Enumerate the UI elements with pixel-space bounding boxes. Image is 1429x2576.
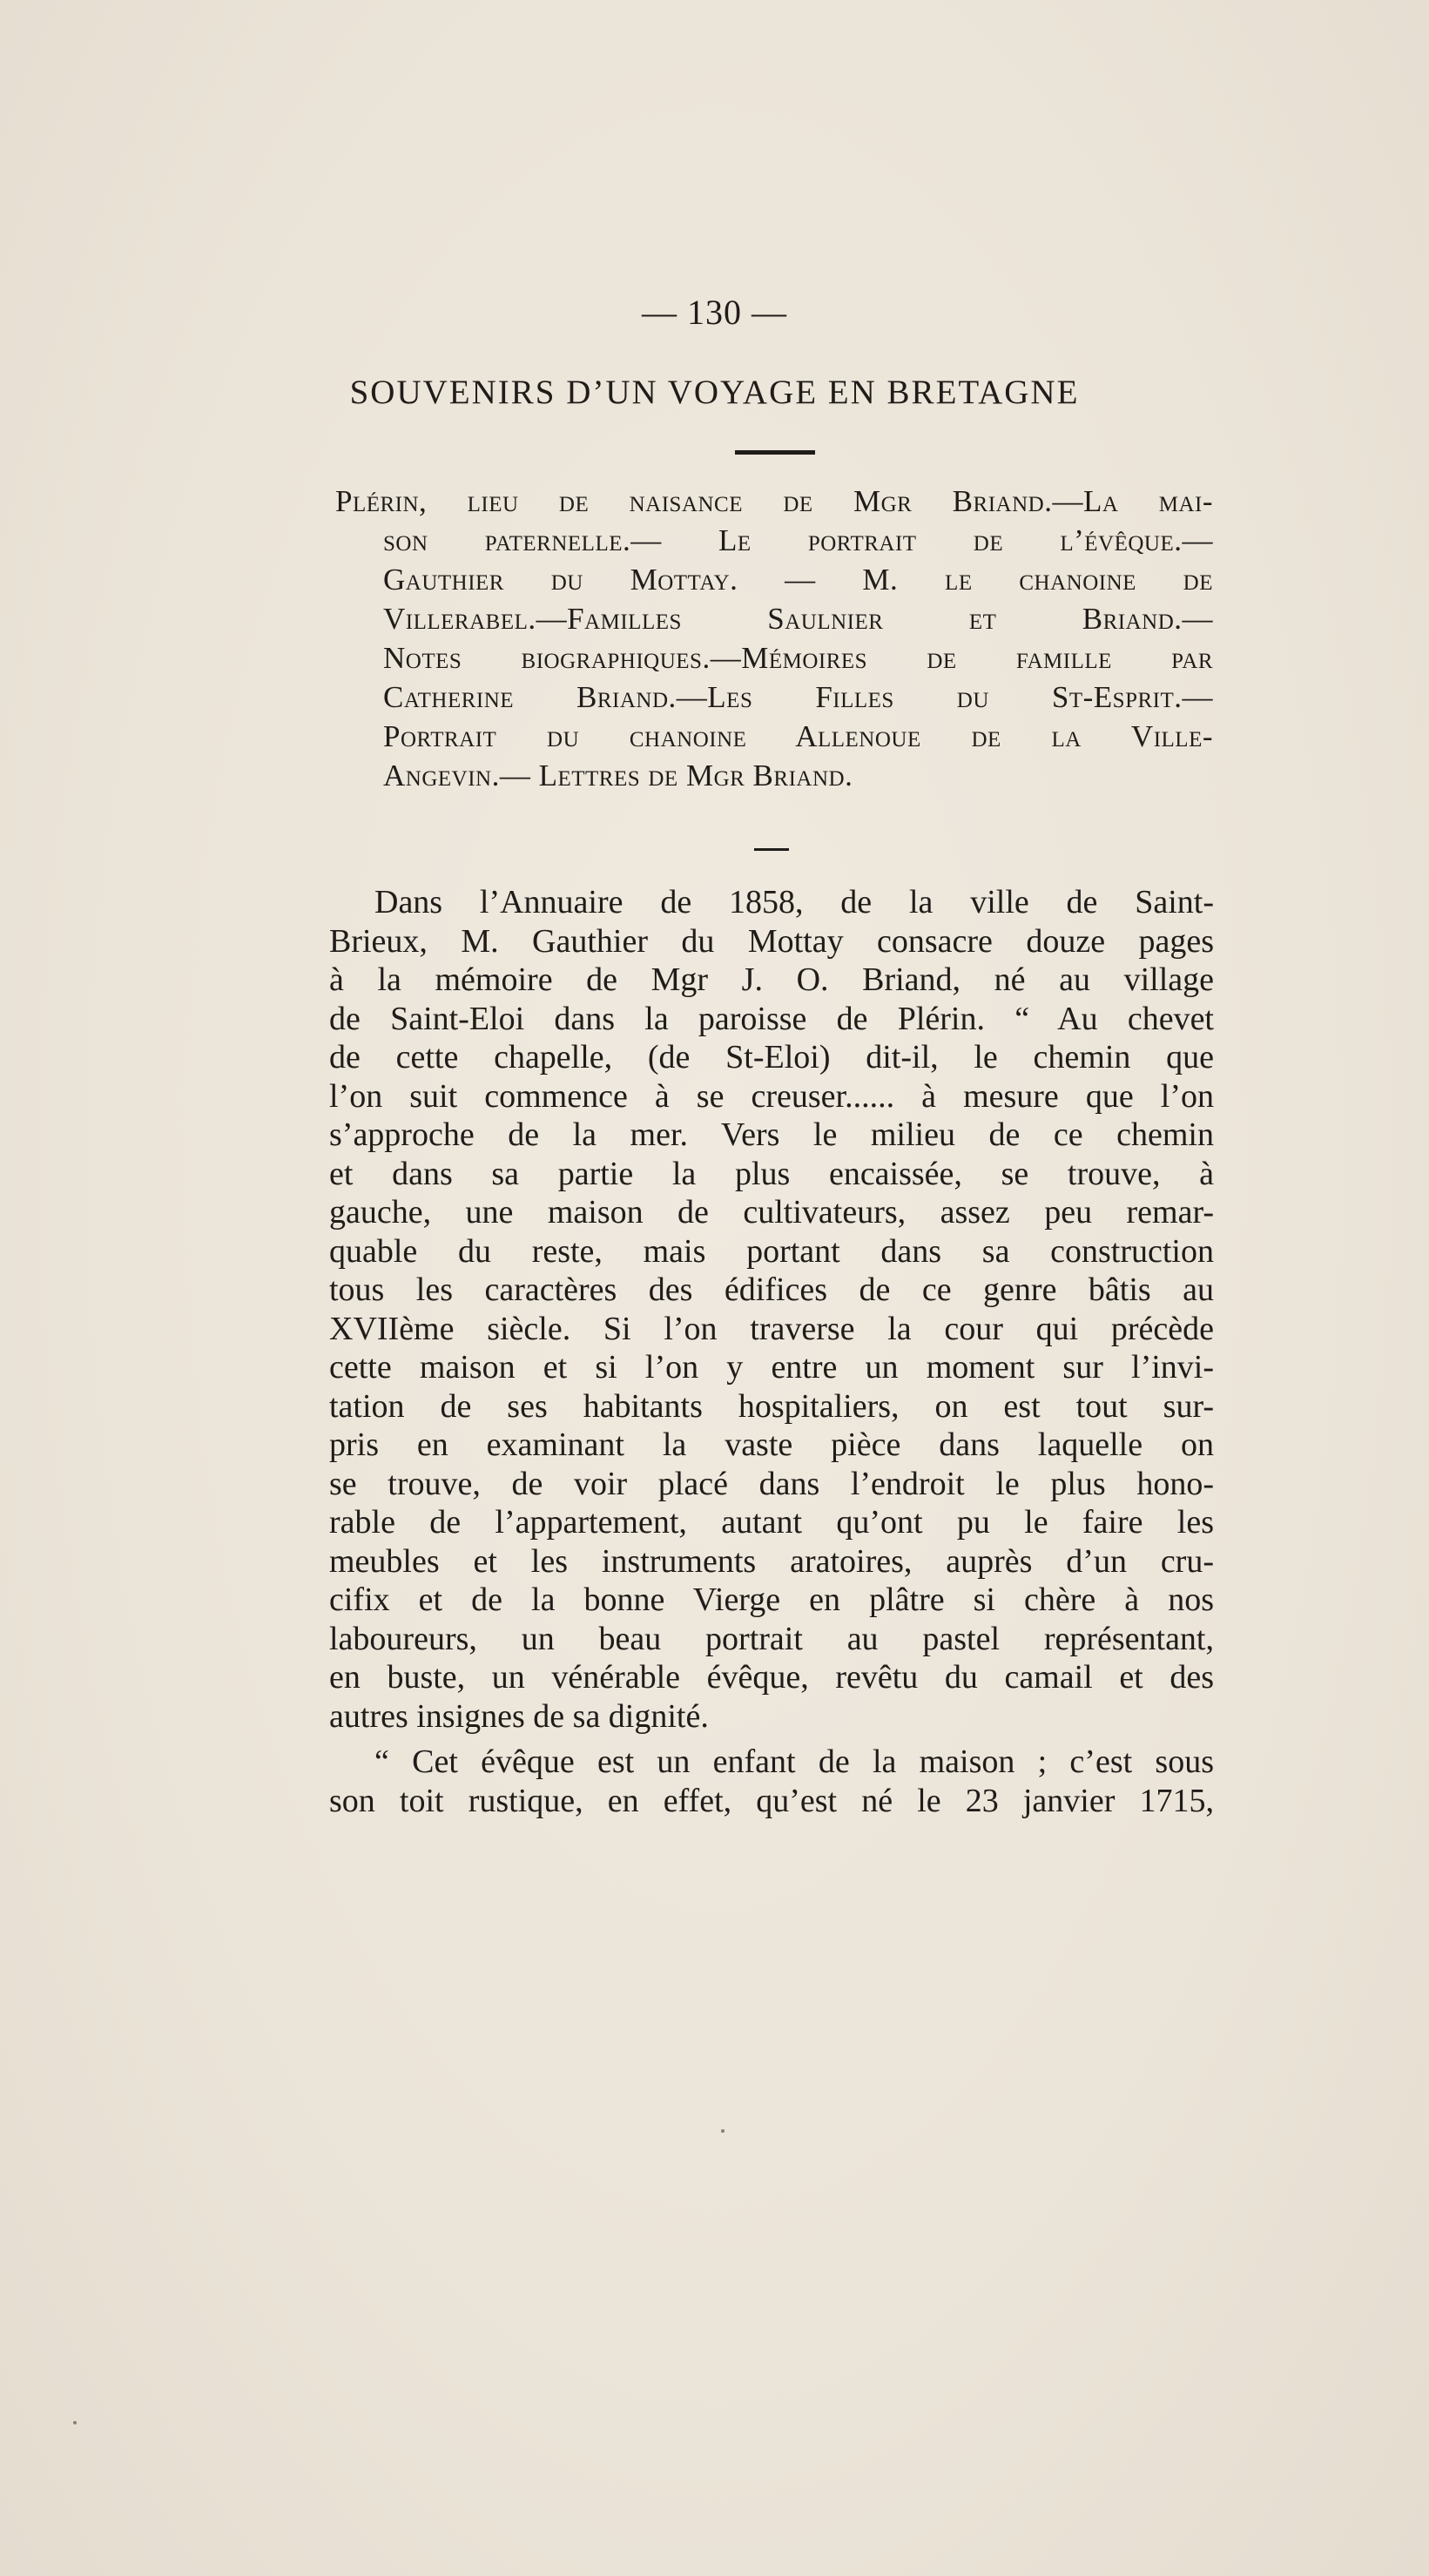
summary-line: Plérin, lieu de naisance de Mgr Briand.—La mai- <box>335 484 1213 518</box>
body-line: meubles et les instruments aratoires, auprès d’un cru- <box>329 1542 1214 1580</box>
body-line: et dans sa partie la plus encaissée, se trouve, à <box>329 1155 1214 1192</box>
title-rule <box>735 450 815 455</box>
body-line: XVIIème siècle. Si l’on traverse la cour qui précède <box>329 1310 1214 1347</box>
body-line: gauche, une maison de cultivateurs, assez peu remar- <box>329 1194 1214 1231</box>
summary-line: Villerabel.—Familles Saulnier et Briand.— <box>383 602 1213 636</box>
chapter-title: SOUVENIRS D’UN VOYAGE EN BRETAGNE <box>349 374 1080 411</box>
paper-speck <box>73 2421 77 2424</box>
body-line: laboureurs, un beau portrait au pastel représentant, <box>329 1620 1214 1657</box>
paragraph-gap <box>329 1736 1214 1743</box>
body-line: rable de l’appartement, autant qu’ont pu le faire les <box>329 1504 1214 1541</box>
body-line: quable du reste, mais portant dans sa construction <box>329 1232 1214 1270</box>
body-line: de cette chapelle, (de St-Eloi) dit-il, le chemin que <box>329 1039 1214 1076</box>
body-line: autres insignes de sa dignité. <box>329 1697 709 1735</box>
summary-line: Notes biographiques.—Mémoires de famille par <box>383 641 1213 675</box>
body-line: en buste, un vénérable évêque, revêtu du camail et des <box>329 1659 1214 1696</box>
paper-speck <box>721 2129 725 2133</box>
body-line: cette maison et si l’on y entre un moment sur l’invi- <box>329 1349 1214 1386</box>
body-line: de Saint-Eloi dans la paroisse de Plérin. “ Au chevet <box>329 1000 1214 1037</box>
body-line: son toit rustique, en effet, qu’est né le 23 janvier 1715, <box>329 1782 1214 1819</box>
summary-line: Gauthier du Mottay. — M. le chanoine de <box>383 563 1213 597</box>
body-line: s’approche de la mer. Vers le milieu de ce chemin <box>329 1116 1214 1153</box>
body-line: pris en examinant la vaste pièce dans laquelle on <box>329 1426 1214 1463</box>
body-text <box>329 883 1214 1820</box>
summary-line: Catherine Briand.—Les Filles du St-Esprit.— <box>383 680 1213 714</box>
body-line: se trouve, de voir placé dans l’endroit le plus hono- <box>329 1465 1214 1502</box>
summary-line: son paternelle.— Le portrait de l’évêque.— <box>383 523 1213 557</box>
body-line: tous les caractères des édifices de ce genre bâtis au <box>329 1271 1214 1308</box>
body-line: Brieux, M. Gauthier du Mottay consacre douze pages <box>329 922 1214 960</box>
body-line: “ Cet évêque est un enfant de la maison ; c’est sous <box>374 1743 1214 1780</box>
summary-line: Angevin.— Lettres de Mgr Briand. <box>383 759 853 792</box>
body-line: tation de ses habitants hospitaliers, on est tout sur- <box>329 1387 1214 1425</box>
body-line: à la mémoire de Mgr J. O. Briand, né au village <box>329 961 1214 998</box>
page-number: — 130 — <box>642 293 787 332</box>
section-rule <box>754 848 789 851</box>
summary-line: Portrait du chanoine Allenoue de la Ville- <box>383 719 1213 753</box>
body-line: cifix et de la bonne Vierge en plâtre si chère à nos <box>329 1581 1214 1618</box>
body-line: l’on suit commence à se creuser...... à mesure que l’on <box>329 1077 1214 1115</box>
body-line: Dans l’Annuaire de 1858, de la ville de Saint- <box>374 884 1214 920</box>
chapter-summary <box>335 482 1213 795</box>
